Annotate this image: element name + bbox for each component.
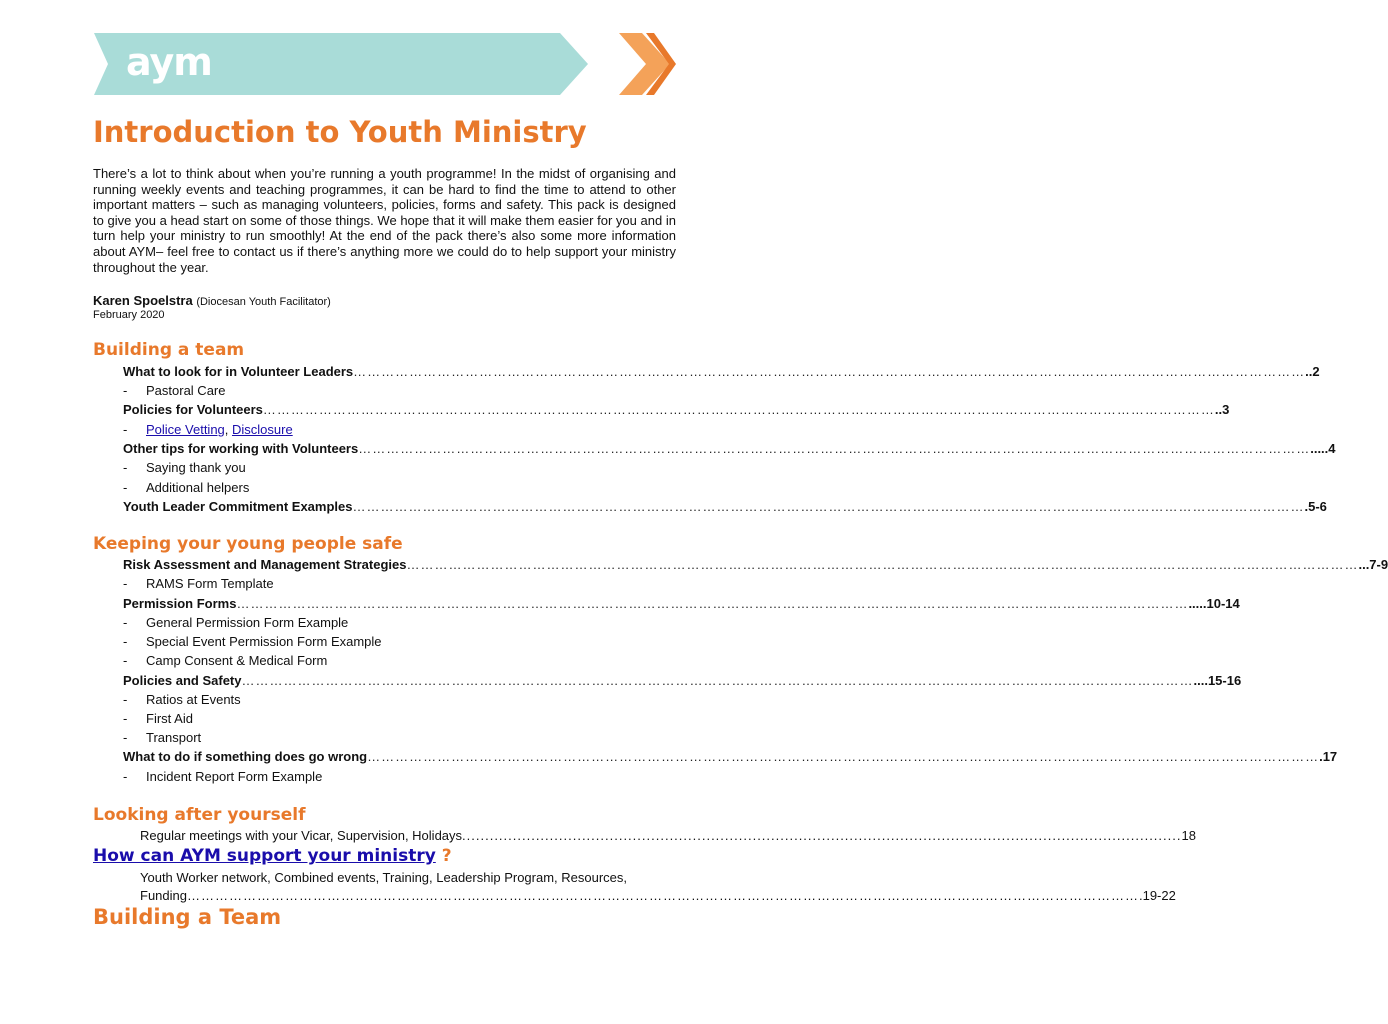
toc-page-number: ..3 [1214, 402, 1230, 417]
toc-subitem: - RAMS Form Template [123, 576, 274, 591]
toc-entry[interactable] [123, 439, 1336, 458]
aym-logo: aym [126, 40, 212, 84]
toc-entry[interactable] [123, 555, 1388, 574]
toc-entry-title: Policies and Safety [123, 673, 242, 688]
toc-subitem-label: Pastoral Care [146, 383, 226, 398]
toc-subitem-label: General Permission Form Example [146, 615, 349, 630]
toc-subitem: - Transport [123, 730, 202, 745]
toc-subitem-label: Incident Report Form Example [146, 769, 323, 784]
toc-entry[interactable] [140, 826, 1196, 845]
toc-subitem: - Pastoral Care [123, 383, 226, 398]
toc-subitem: - Special Event Permission Form Example [123, 634, 382, 649]
toc-subitem: - General Permission Form Example [123, 615, 349, 630]
toc-entry-title: What to look for in Volunteer Leaders [123, 364, 354, 379]
aym-support-link[interactable]: How can AYM support your ministry [93, 846, 436, 866]
dot-leader: …………………………………………………………………………………………………………………………………………………………………………………… [353, 364, 1306, 379]
toc-subitem: - Incident Report Form Example [123, 769, 323, 784]
dot-leader: …………………………………………………………………………………………………………………………………………………………………………………… [262, 402, 1215, 417]
toc-subitem-label: Special Event Permission Form Example [146, 634, 382, 649]
intro-paragraph: There’s a lot to think about when you’re running a youth programme! In the midst of organising and running weekly events and teaching programmes, it can be hard to find the time to attend to other important matters – such as managing volunteers, policies, forms and safety. This pack is designed to give you a head start on some of those things. We hope that it will make them easier for you and in turn help your ministry to run smoothly! At the end of the pack there’s also some more information about AYM– feel free to contact us if there’s anything more we could do to help support your ministry throughout the year. [93, 166, 676, 275]
dot-leader: …………………………………………………………………………………………………………………………………………………………………………………… [236, 596, 1189, 611]
author-name: Karen Spoelstra [93, 293, 193, 308]
dot-leader: ............................................................................................................................................................ [462, 828, 1182, 843]
disclosure-link[interactable]: Disclosure [232, 422, 293, 437]
toc-entry-title: Policies for Volunteers [123, 402, 263, 417]
dot-leader: …………………………………………………………………………………………………………………………………………………………………………………… [241, 673, 1194, 688]
section-heading-building-a-team: Building a Team [93, 905, 282, 929]
toc-entry-title: Funding [140, 888, 187, 903]
toc-subitem: - Saying thank you [123, 460, 246, 475]
toc-entry-line: Youth Worker network, Combined events, Training, Leadership Program, Resources, [140, 870, 628, 885]
toc-subitem: - Police Vetting, Disclosure [123, 422, 293, 437]
section-heading-looking-after-yourself: Looking after yourself [93, 805, 306, 825]
toc-page-number: .17 [1319, 749, 1338, 764]
toc-subitem-label: Camp Consent & Medical Form [146, 653, 328, 668]
toc-entry-title: Permission Forms [123, 596, 237, 611]
toc-subitem: - Additional helpers [123, 480, 250, 495]
toc-subitem: - Camp Consent & Medical Form [123, 653, 328, 668]
toc-entry[interactable] [123, 671, 1242, 690]
toc-entry[interactable] [123, 400, 1230, 419]
author-role: (Diocesan Youth Facilitator) [196, 296, 331, 308]
toc-page-number: ....15-16 [1193, 673, 1242, 688]
dot-leader: …………………………………………………………………………………………………………………………………………………………………………………… [186, 888, 1139, 903]
toc-subitem: - First Aid [123, 711, 193, 726]
toc-subitem: - Ratios at Events [123, 692, 241, 707]
toc-page-number: .5-6 [1304, 499, 1327, 514]
toc-entry[interactable] [123, 497, 1327, 516]
banner-chevron-light [619, 33, 670, 95]
toc-subitem-label: Saying thank you [146, 460, 246, 475]
dot-leader: …………………………………………………………………………………………………………………………………………………………………………………… [406, 557, 1359, 572]
section-heading-building-team: Building a team [93, 340, 245, 360]
toc-page-number: .....4 [1310, 441, 1336, 456]
toc-page-number: 18 [1181, 828, 1196, 843]
toc-subitem-label: First Aid [146, 711, 193, 726]
dot-leader: …………………………………………………………………………………………………………………………………………………………………………………… [358, 441, 1311, 456]
toc-entry[interactable] [123, 747, 1338, 766]
toc-subitem-label: RAMS Form Template [146, 576, 274, 591]
police-vetting-link[interactable]: Police Vetting [146, 422, 225, 437]
toc-page-number: .....10-14 [1188, 596, 1240, 611]
toc-page-number: ...7-9 [1358, 557, 1388, 572]
dot-leader: …………………………………………………………………………………………………………………………………………………………………………………… [352, 499, 1305, 514]
toc-entry-title: Youth Leader Commitment Examples [123, 499, 353, 514]
toc-entry-title: Risk Assessment and Management Strategies [123, 557, 407, 572]
toc-subitem-label: Transport [146, 730, 202, 745]
toc-entry[interactable] [140, 886, 1176, 905]
page-title: Introduction to Youth Ministry [93, 115, 587, 149]
toc-entry-title: What to do if something does go wrong [123, 749, 368, 764]
toc-entry-title: Other tips for working with Volunteers [123, 441, 359, 456]
toc-entry[interactable] [123, 594, 1240, 613]
toc-entry[interactable] [123, 362, 1320, 381]
section-heading-aym-support: How can AYM support your ministry ? [93, 846, 452, 866]
toc-subitem-label: Additional helpers [146, 480, 250, 495]
toc-entry-title: Regular meetings with your Vicar, Supervision, Holidays [140, 828, 463, 843]
toc-subitem-label: Ratios at Events [146, 692, 241, 707]
dot-leader: …………………………………………………………………………………………………………………………………………………………………………………… [367, 749, 1320, 764]
document-date: February 2020 [93, 309, 165, 321]
section-heading-keeping-safe: Keeping your young people safe [93, 534, 403, 554]
toc-page-number: ..2 [1305, 364, 1320, 379]
toc-page-number: .19-22 [1138, 888, 1176, 903]
